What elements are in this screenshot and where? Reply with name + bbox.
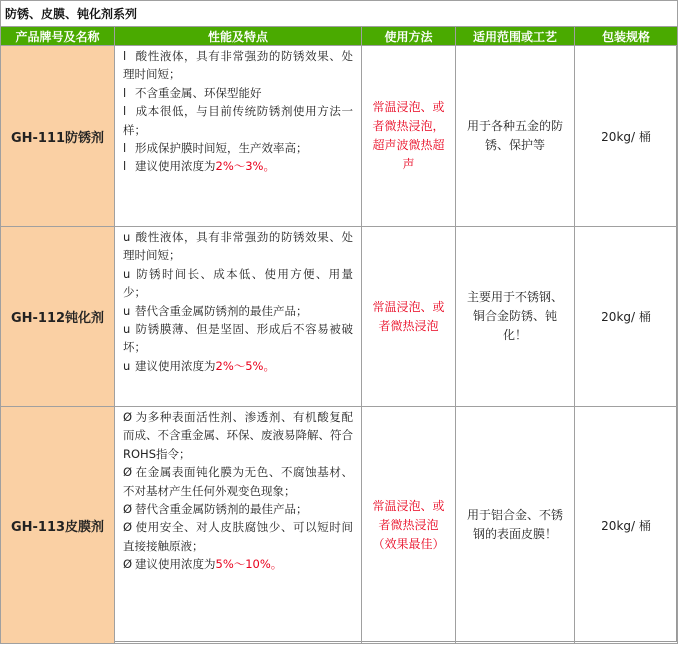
feature-item: u 替代含重金属防锈剂的最佳产品； <box>123 302 353 320</box>
product-name: GH-111防锈剂 <box>1 46 115 227</box>
bullet-icon: u <box>123 322 131 337</box>
bullet-icon: Ø <box>123 520 133 535</box>
feature-item: u 建议使用浓度为2%～5%。 <box>123 357 353 375</box>
feature-item: l 成本很低，与目前传统防锈剂使用方法一样； <box>123 104 353 137</box>
concentration-value: 2%～5%。 <box>215 358 275 373</box>
bullet-icon: Ø <box>123 410 133 424</box>
usage-method: 常温浸泡、或者微热浸泡，超声波微热超声 <box>362 46 456 227</box>
title-row <box>1 1 678 27</box>
bullet-icon: Ø <box>123 465 133 480</box>
feature-item: u 酸性液体，具有非常强劲的防锈效果、处理时间短； <box>123 230 353 263</box>
bullet-icon: u <box>123 303 131 318</box>
bullet-icon: Ø <box>123 502 133 517</box>
feature-item: l 酸性液体，具有非常强劲的防锈效果、处理时间短； <box>123 49 353 82</box>
feature-item: Ø 替代含重金属防锈剂的最佳产品； <box>123 500 353 518</box>
bullet-icon: Ø <box>123 557 133 572</box>
application-scope: 用于铝合金、不锈钢的表面皮膜！ <box>456 407 575 644</box>
bullet-icon: l <box>123 49 127 63</box>
bullet-icon: l <box>123 141 127 156</box>
header-pack: 包装规格 <box>575 27 678 46</box>
feature-item: Ø 为多种表面活性剂、渗透剂、有机酸复配而成、不含重金属、环保、废液易降解、符合ROHS指令； <box>123 410 353 461</box>
bullet-icon: u <box>123 230 131 244</box>
product-features <box>115 407 362 644</box>
table-title: 防锈、皮膜、钝化剂系列 <box>1 1 678 27</box>
feature-item: l 形成保护膜时间短，生产效率高； <box>123 139 353 157</box>
product-features <box>115 46 362 227</box>
feature-item: Ø 在金属表面钝化膜为无色、不腐蚀基材、不对基材产生任何外观变色现象； <box>123 465 353 498</box>
application-scope: 主要用于不锈钢、铜合金防锈、钝化！ <box>456 227 575 407</box>
header-row <box>1 27 678 46</box>
feature-item: u 防锈时间长、成本低、使用方便、用量少； <box>123 266 353 300</box>
concentration-value: 5%～10%。 <box>215 557 283 572</box>
package-spec: 20kg/ 桶 <box>575 227 678 407</box>
bullet-icon: l <box>123 159 127 174</box>
concentration-value: 2%～3%。 <box>215 159 275 174</box>
application-scope: 用于各种五金的防锈、保护等 <box>456 46 575 227</box>
package-spec: 20kg/ 桶 <box>575 407 678 644</box>
usage-method: 常温浸泡、或者微热浸泡（效果最佳） <box>362 407 456 644</box>
product-features <box>115 227 362 407</box>
header-name: 产品牌号及名称 <box>1 27 115 46</box>
bullet-icon: l <box>123 104 127 119</box>
usage-method: 常温浸泡、或者微热浸泡 <box>362 227 456 407</box>
bullet-icon: u <box>123 266 131 281</box>
table-row <box>1 227 678 407</box>
bullet-icon: u <box>123 358 131 373</box>
feature-item: l 不含重金属、环保型能好 <box>123 84 353 102</box>
table-row <box>1 46 678 227</box>
product-name: GH-113皮膜剂 <box>1 407 115 644</box>
feature-item: l 建议使用浓度为2%～3%。 <box>123 157 353 175</box>
table-row <box>1 407 678 644</box>
header-scope: 适用范围或工艺 <box>456 27 575 46</box>
header-features: 性能及特点 <box>115 27 362 46</box>
feature-item: Ø 建议使用浓度为5%～10%。 <box>123 555 353 573</box>
bullet-icon: l <box>123 85 127 100</box>
header-usage: 使用方法 <box>362 27 456 46</box>
package-spec: 20kg/ 桶 <box>575 46 678 227</box>
product-name: GH-112钝化剂 <box>1 227 115 407</box>
feature-item: u 防锈膜薄、但是坚固、形成后不容易被破坏； <box>123 322 353 355</box>
feature-item: Ø 使用安全、对人皮肤腐蚀少、可以短时间直接接触原液； <box>123 520 353 553</box>
